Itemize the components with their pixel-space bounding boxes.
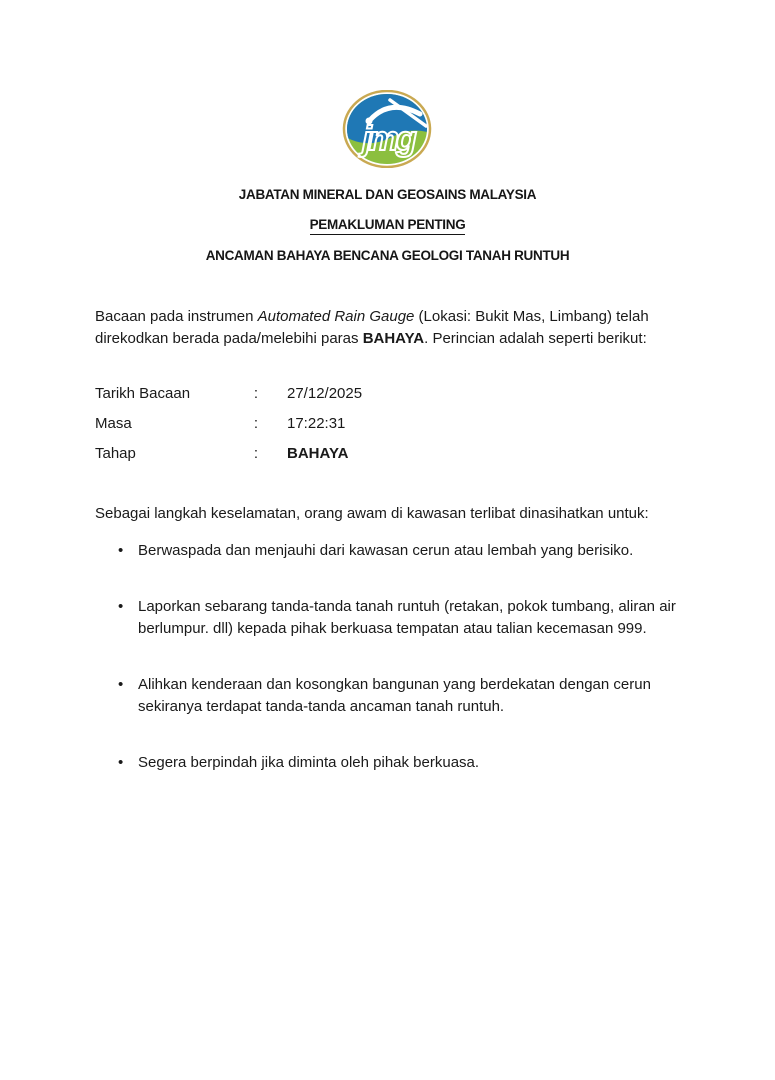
advisory-intro: Sebagai langkah keselamatan, orang awam di kawasan terlibat dinasihatkan untuk: (95, 505, 649, 522)
intro-suffix: . Perincian adalah seperti berikut: (424, 329, 647, 347)
instrument-name: Automated Rain Gauge (257, 308, 415, 325)
advisory-item: • Berwaspada dan menjauhi dari kawasan cerun atau lembah yang berisiko. (95, 540, 687, 562)
intro-paragraph (95, 306, 687, 349)
advisory-item: • Segera berpindah jika diminta oleh pihak berkuasa. (95, 752, 687, 774)
intro-prefix: Bacaan pada instrumen (95, 308, 258, 325)
colon-separator: : (253, 445, 259, 462)
advisory-item: • Alihkan kenderaan dan kosongkan bangunan yang berdekatan dengan cerun sekiranya terdapat tanda-tanda ancaman tanah runtuh. (95, 674, 687, 717)
reading-details (95, 386, 775, 462)
level-label: Tahap (95, 445, 136, 462)
intro-middle: (Lokasi: Bukit Mas, Limbang) telah direkodkan berada pada/melebihi paras (95, 308, 649, 347)
hazard-title: ANCAMAN BAHAYA BENCANA GEOLOGI TANAH RUNTUH (205, 248, 570, 263)
jmg-logo (342, 90, 434, 168)
time-label: Masa (95, 415, 132, 432)
jmg-logo-icon (342, 90, 434, 168)
colon-separator: : (253, 385, 259, 402)
detail-row-level (95, 446, 775, 462)
date-label: Tarikh Bacaan (95, 385, 191, 402)
time-value: 17:22:31 (287, 415, 346, 432)
detail-row-date (95, 386, 775, 402)
notice-title (0, 217, 775, 235)
colon-separator: : (253, 415, 259, 432)
level-value: BAHAYA (287, 445, 349, 462)
date-value: 27/12/2025 (287, 385, 363, 402)
advisory-item: • Laporkan sebarang tanda-tanda tanah runtuh (retakan, pokok tumbang, aliran air berlumpur. dll) kepada pihak berkuasa tempatan atau talian kecemasan 999. (95, 596, 687, 639)
alert-level-inline: BAHAYA (362, 329, 425, 347)
department-title: JABATAN MINERAL DAN GEOSAINS MALAYSIA (238, 187, 537, 202)
jmg-logo-text: jmg (361, 120, 414, 158)
advisory-list (95, 540, 687, 774)
detail-row-time (95, 416, 775, 432)
notice-title-text: PEMAKLUMAN PENTING (310, 217, 466, 235)
